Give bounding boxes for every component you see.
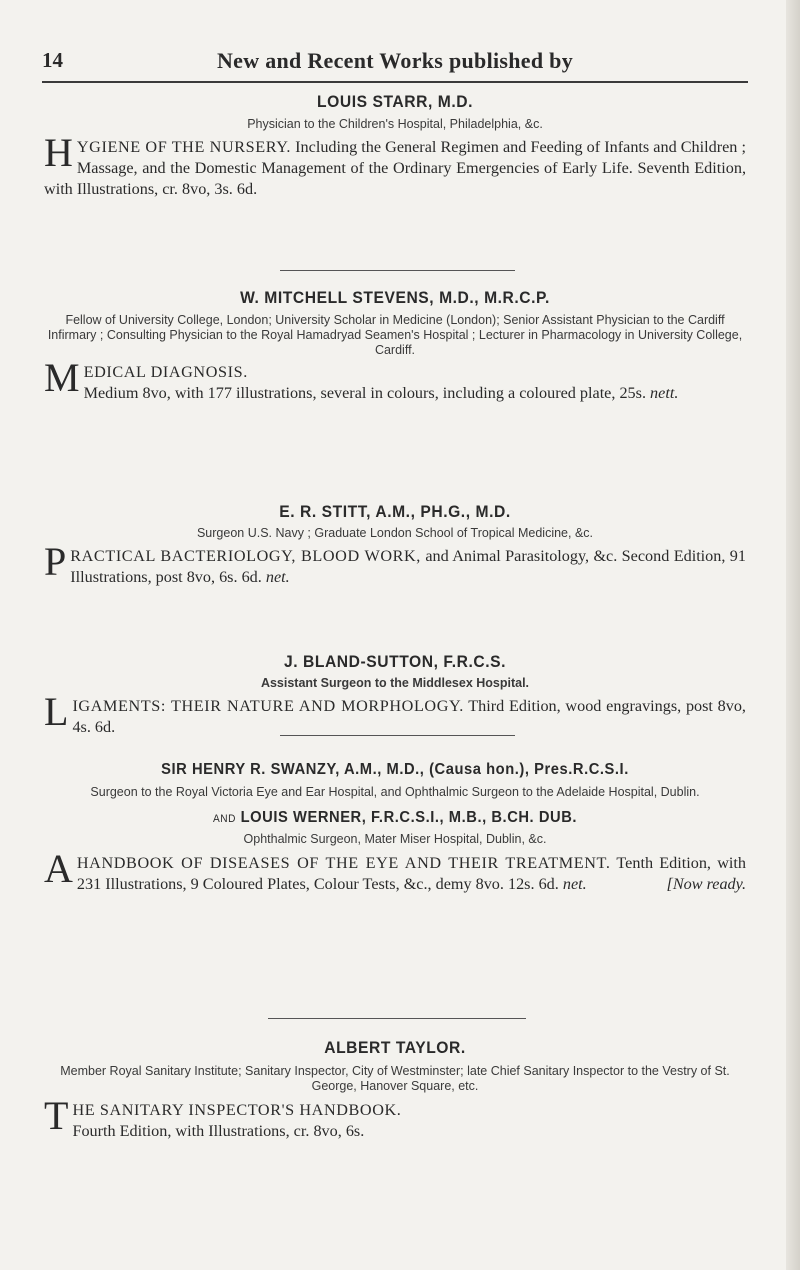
book-details: Tenth Edition, with 231 Illustrations, 9 Coloured Plates, Colour Tests, &c., demy 8vo. 12s. 6d. <box>76 854 746 893</box>
entry-starr <box>44 92 746 200</box>
book-description <box>44 846 746 895</box>
book-details: Third Edition, wood engravings, post 8vo, 4s. 6d. <box>72 697 746 736</box>
author-name: SIR HENRY R. SWANZY, A.M., M.D., (Causa hon.), Pres.R.C.S.I. <box>161 761 629 778</box>
entry-taylor <box>44 1038 746 1142</box>
section-divider <box>280 735 515 736</box>
entry-stevens <box>44 288 746 404</box>
entry-bland-sutton <box>44 652 746 738</box>
book-title: HANDBOOK OF DISEASES OF THE EYE AND THEIR TREATMENT. <box>76 854 611 872</box>
book-title: EDICAL DIAGNOSIS. <box>83 363 248 381</box>
coauthor-line <box>72 808 718 828</box>
drop-capital: P <box>44 539 67 584</box>
drop-capital: A <box>44 846 73 891</box>
book-description <box>44 689 746 738</box>
drop-capital: L <box>44 689 69 734</box>
author-credentials: Surgeon U.S. Navy ; Graduate London School of Tropical Medicine, &c. <box>196 526 594 540</box>
page-number: 14 <box>42 48 63 72</box>
running-title: New and Recent Works published by <box>216 48 574 73</box>
book-details: Including the General Regimen and Feeding of Infants and Children ; Massage, and the Domestic Management of the Ordinary Emergencies of Early Life. Seventh Edition, with Illustrations, cr. 8vo, 3s. 6d. <box>44 138 746 198</box>
entry-swanzy <box>44 760 746 895</box>
section-divider <box>280 270 515 271</box>
header-rule <box>42 81 748 83</box>
section-divider <box>268 1018 526 1019</box>
drop-capital: T <box>44 1093 69 1138</box>
book-title: IGAMENTS: THEIR NATURE AND MORPHOLOGY. <box>72 697 464 715</box>
book-description <box>44 539 746 588</box>
author-credentials: Physician to the Children's Hospital, Philadelphia, &c. <box>247 117 543 131</box>
price-note: net. <box>562 875 587 893</box>
book-title: YGIENE OF THE NURSERY. <box>76 138 292 156</box>
author-credentials: Member Royal Sanitary Institute; Sanitary Inspector, City of Westminster; late Chief Sanitary Inspector to the Vestry of St. George, Hanover Square, etc. <box>60 1064 730 1093</box>
author-name: J. BLAND-SUTTON, F.R.C.S. <box>283 652 507 671</box>
drop-capital: H <box>44 130 73 175</box>
author-credentials: Fellow of University College, London; University Scholar in Medicine (London); Senior Assistant Physician to the Cardiff Infirmary ; Consulting Physician to the Royal Hamadryad Seamen's Hospital ; Lecturer in Pharmacology in University College, Cardiff. <box>47 313 743 357</box>
book-description <box>44 130 746 200</box>
drop-capital: M <box>44 355 80 400</box>
price-note: net. <box>265 568 290 586</box>
book-details: Fourth Edition, with Illustrations, cr. 8vo, 6s. <box>72 1122 365 1140</box>
book-title: HE SANITARY INSPECTOR'S HANDBOOK. <box>72 1101 402 1119</box>
page-edge-shadow <box>786 0 800 1270</box>
author-name: W. MITCHELL STEVENS, M.D., M.R.C.P. <box>240 288 550 307</box>
author-credentials: Surgeon to the Royal Victoria Eye and Ear Hospital, and Ophthalmic Surgeon to the Adelaide Hospital, Dublin. <box>90 785 700 799</box>
book-description <box>44 355 746 404</box>
book-description <box>44 1093 746 1142</box>
coauthor-name: LOUIS WERNER, F.R.C.S.I., M.B., B.CH. DUB. <box>240 809 578 826</box>
coauthor-credentials: Ophthalmic Surgeon, Mater Miser Hospital, Dublin, &c. <box>243 832 547 846</box>
book-title: RACTICAL BACTERIOLOGY, BLOOD WORK, <box>70 547 421 565</box>
author-name: LOUIS STARR, M.D. <box>317 92 473 111</box>
author-name: E. R. STITT, A.M., PH.G., M.D. <box>279 502 511 521</box>
author-credentials: Assistant Surgeon to the Middlesex Hospital. <box>260 676 530 690</box>
author-name: ALBERT TAYLOR. <box>324 1038 466 1057</box>
book-details: and Animal Parasitology, &c. Second Edition, 91 Illustrations, post 8vo, 6s. 6d. <box>70 547 746 586</box>
availability-status: [Now ready. <box>666 875 746 893</box>
book-details: Medium 8vo, with 177 illustrations, several in colours, including a coloured plate, 25s. <box>83 384 646 402</box>
price-note: nett. <box>650 384 679 402</box>
and-word: and <box>212 809 236 826</box>
entry-stitt <box>44 502 746 588</box>
